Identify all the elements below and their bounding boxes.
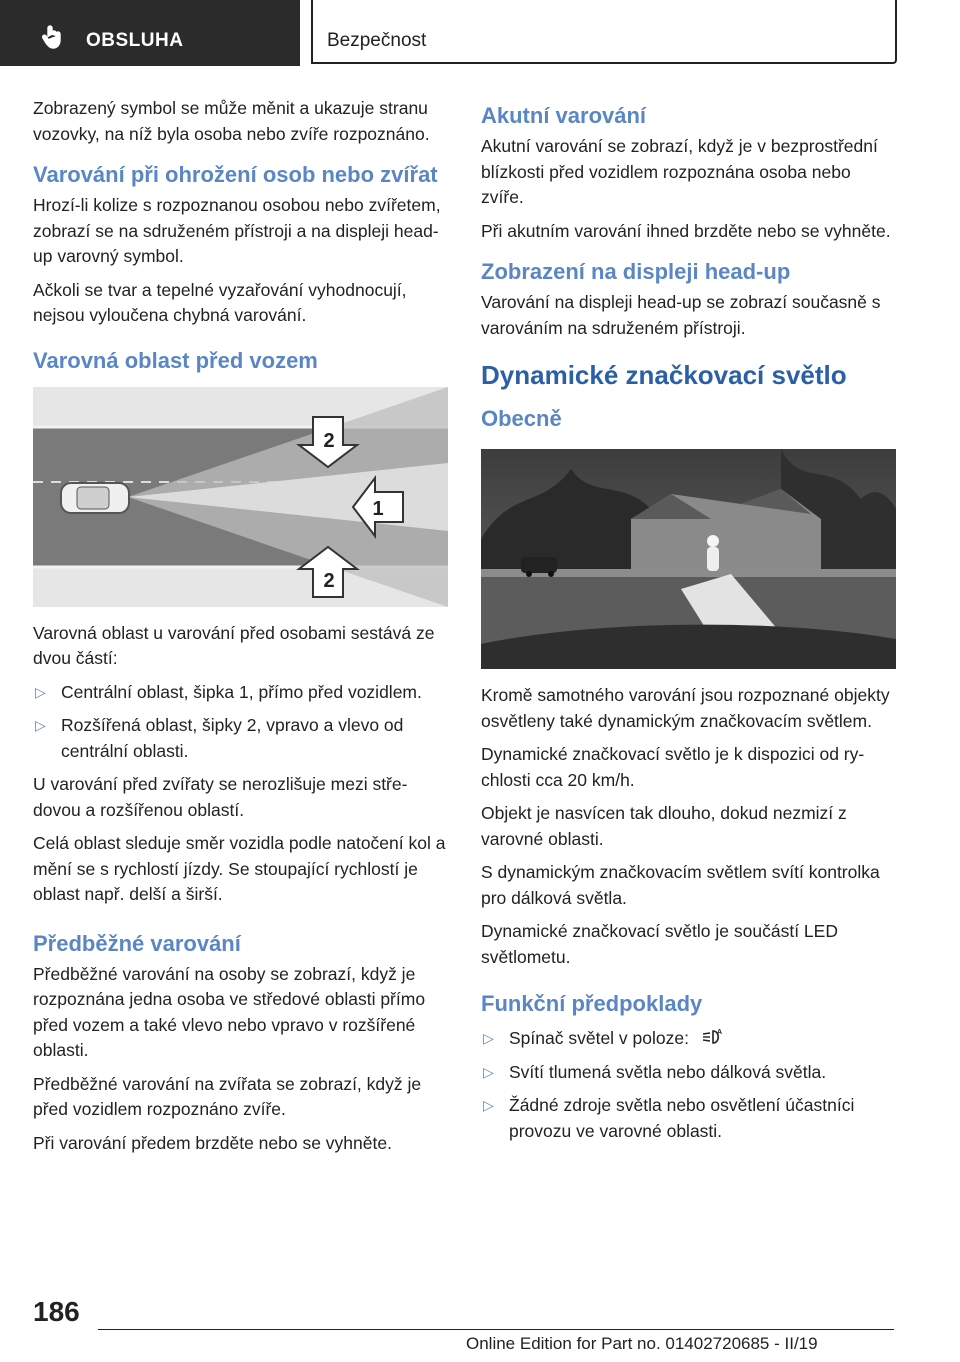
intro-paragraph: Zobrazený symbol se může měnit a ukazuje stranu vozovky, na níž byla osoba nebo zvíře rozpoznáno. xyxy=(33,98,430,144)
heading-warning: Varování při ohrožení osob nebo zvířat xyxy=(33,162,438,187)
general-paragraph-4: S dynamickým značkovacím světlem svítí kontrolka pro dálková světla. xyxy=(481,862,880,908)
night-road-photo xyxy=(481,449,896,669)
footer-divider xyxy=(98,1329,894,1330)
warning-paragraph-1: Hrozí-li kolize s rozpoznanou osobou nebo zvířetem, zobrazí se na sdruženém přístroji a na displeji head-up varovný symbol. xyxy=(33,195,441,266)
heading-dynamic-light: Dynamické značkovací světlo xyxy=(481,360,847,390)
auto-headlight-icon xyxy=(700,1027,724,1047)
area-bullet-list xyxy=(33,680,448,765)
area-paragraph-3: Celá oblast sleduje směr vozidla podle natočení kol a mění se s rychlostí jízdy. Se stoupající rychlostí je oblast např. delší a širší. xyxy=(33,833,446,904)
heading-area: Varovná oblast před vozem xyxy=(33,347,318,373)
heading-pre-warning: Předběžné varování xyxy=(33,930,241,956)
pre-paragraph-3: Při varování předem brzděte nebo se vyhněte. xyxy=(33,1132,392,1153)
heading-general: Obecně xyxy=(481,406,562,431)
arrow-label-bottom: 2 xyxy=(323,569,335,592)
edition-text: Online Edition for Part no. 01402720685 - II/19 xyxy=(466,1334,818,1353)
triangle-bullet-icon: ▷ xyxy=(483,1030,494,1046)
list-item: ▷ Rozšířená oblast, šipky 2, vpravo a vlevo od centrální oblasti. xyxy=(35,715,404,761)
svg-text:A: A xyxy=(716,1029,722,1036)
general-paragraph-5: Dynamické značkovací světlo je součástí LED světlometu. xyxy=(481,921,838,967)
general-paragraph-1: Kromě samotného varování jsou rozpoznané objekty osvětleny také dynamickým značkovacím světlem. xyxy=(481,685,890,731)
triangle-bullet-icon: ▷ xyxy=(483,1063,494,1080)
area-paragraph-1: Varovná oblast u varování před osobami sestává ze dvou částí: xyxy=(33,622,435,668)
heading-functional-requirements: Funkční předpoklady xyxy=(481,991,703,1016)
hud-paragraph: Varování na displeji head-up se zobrazí současně s varováním na sdruženém přístroji. xyxy=(481,292,881,338)
general-paragraph-2: Dynamické značkovací světlo je k dispozici od rychlosti cca 20 km/h. xyxy=(481,744,865,790)
heading-acute: Akutní varování xyxy=(481,103,647,128)
heading-hud: Zobrazení na displeji head-up xyxy=(481,259,791,284)
arrow-label-top: 2 xyxy=(323,429,335,452)
pre-paragraph-1: Předběžné varování na osoby se zobrazí, když je rozpoznána jedna osoba ve středové oblasti přímo před vozem a také vlevo nebo vpravo v rozšířené oblasti. xyxy=(33,963,426,1060)
warning-area-diagram xyxy=(33,387,448,607)
list-item: ▷ Spínač světel v poloze: A xyxy=(481,1026,896,1052)
arrow-label-center: 1 xyxy=(372,497,384,520)
section-tab[interactable] xyxy=(0,0,300,66)
pedestrian-icon xyxy=(707,535,719,571)
pre-paragraph-2: Předběžné varování na zvířata se zobrazí, když je před vozidlem rozpoznáno zvíře. xyxy=(33,1073,422,1119)
hand-pointer-icon xyxy=(40,24,66,50)
list-item: ▷ Žádné zdroje světla nebo osvětlení účastníci provozu ve varovné oblasti. xyxy=(483,1095,855,1141)
car-icon xyxy=(61,483,129,513)
triangle-bullet-icon: ▷ xyxy=(483,1097,494,1113)
section-label: OBSLUHA xyxy=(86,30,184,51)
right-column xyxy=(481,96,896,1152)
general-paragraph-3: Objekt je nasvícen tak dlouho, dokud nezmizí z varovné oblasti. xyxy=(481,803,847,849)
list-item: ▷ Svítí tlumená světla nebo dálková světla. xyxy=(481,1060,896,1086)
list-item: ▷ Centrální oblast, šipka 1, přímo před vozidlem. xyxy=(33,680,448,706)
left-column xyxy=(33,96,448,1164)
triangle-bullet-icon: ▷ xyxy=(35,683,46,700)
warning-paragraph-2: Ačkoli se tvar a tepelné vyzařování vyhodnocují, nejsou vyloučena chybná varování. xyxy=(33,279,407,325)
area-paragraph-2: U varování před zvířaty se nerozlišuje mezi středovou a rozšířenou oblastí. xyxy=(33,774,408,820)
triangle-bullet-icon: ▷ xyxy=(35,717,46,733)
page-number: 186 xyxy=(33,1296,80,1327)
functional-bullet-list xyxy=(481,1026,896,1144)
page-title: Bezpečnost xyxy=(327,30,427,51)
page-header xyxy=(311,0,897,64)
acute-paragraph-1: Akutní varování se zobrazí, když je v bezprostřední blízkosti před vozidlem rozpoznána osoba nebo zvíře. xyxy=(481,136,878,207)
acute-paragraph-2: Při akutním varování ihned brzděte nebo se vyhněte. xyxy=(481,220,891,241)
